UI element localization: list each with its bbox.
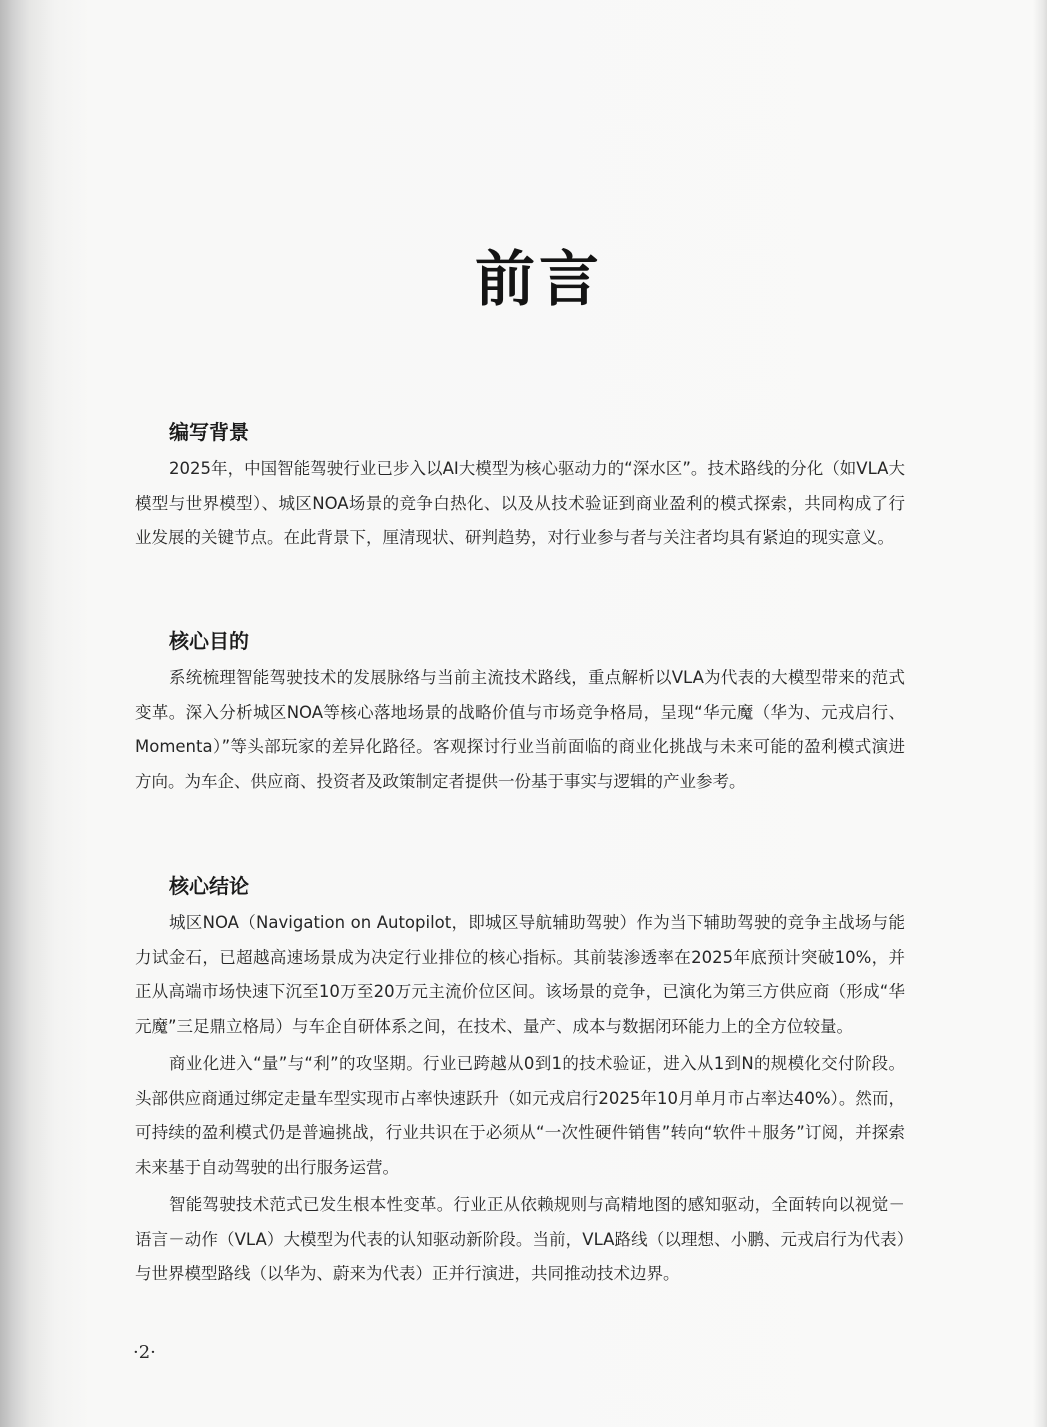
- section-conclusions: [135, 872, 905, 1292]
- page-title: 前言: [475, 245, 603, 315]
- section-paragraph: 2025年，中国智能驾驶行业已步入以AI大模型为核心驱动力的“深水区”。技术路线的分化（如VLA大模型与世界模型）、城区NOA场景的竞争白热化、以及从技术验证到商业盈利的模式探索，共同构成了行业发展的关键节点。在此背景下，厘清现状、研判趋势，对行业参与者与关注者均具有紧迫的现实意义。: [135, 459, 905, 547]
- section-paragraph: 智能驾驶技术范式已发生根本性变革。行业正从依赖规则与高精地图的感知驱动，全面转向以视觉－语言－动作（VLA）大模型为代表的认知驱动新阶段。当前，VLA路线（以理想、小鹏、元戎启行为代表）与世界模型路线（以华为、蔚来为代表）正并行演进，共同推动技术边界。: [135, 1195, 905, 1283]
- section-heading: 编写背景: [169, 420, 249, 444]
- page-number: ·2·: [133, 1342, 156, 1363]
- section-paragraph: 城区NOA（Navigation on Autopilot，即城区导航辅助驾驶）作为当下辅助驾驶的竞争主战场与能力试金石，已超越高速场景成为决定行业排位的核心指标。其前装渗透率在2025年底预计突破10%，并正从高端市场快速下沉至10万至20万元主流价位区间。该场景的竞争，已演化为第三方供应商（形成“华元魔”三足鼎立格局）与车企自研体系之间，在技术、量产、成本与数据闭环能力上的全方位较量。: [135, 913, 905, 1036]
- section-heading: 核心结论: [169, 874, 249, 898]
- section-heading: 核心目的: [169, 629, 249, 653]
- section-purpose: [135, 627, 905, 799]
- section-background: [135, 418, 905, 556]
- section-paragraph: 商业化进入“量”与“利”的攻坚期。行业已跨越从0到1的技术验证，进入从1到N的规模化交付阶段。头部供应商通过绑定走量车型实现市占率快速跃升（如元戎启行2025年10月单月市占率达40%）。然而，可持续的盈利模式仍是普遍挑战，行业共识在于必须从“一次性硬件销售”转向“软件＋服务”订阅，并探索未来基于自动驾驶的出行服务运营。: [135, 1054, 905, 1177]
- page-edge-shadow: [1033, 0, 1047, 1427]
- section-paragraph: 系统梳理智能驾驶技术的发展脉络与当前主流技术路线，重点解析以VLA为代表的大模型带来的范式变革。深入分析城区NOA等核心落地场景的战略价值与市场竞争格局，呈现“华元魔（华为、元戎启行、Momenta）”等头部玩家的差异化路径。客观探讨行业当前面临的商业化挑战与未来可能的盈利模式演进方向。为车企、供应商、投资者及政策制定者提供一份基于事实与逻辑的产业参考。: [135, 668, 905, 791]
